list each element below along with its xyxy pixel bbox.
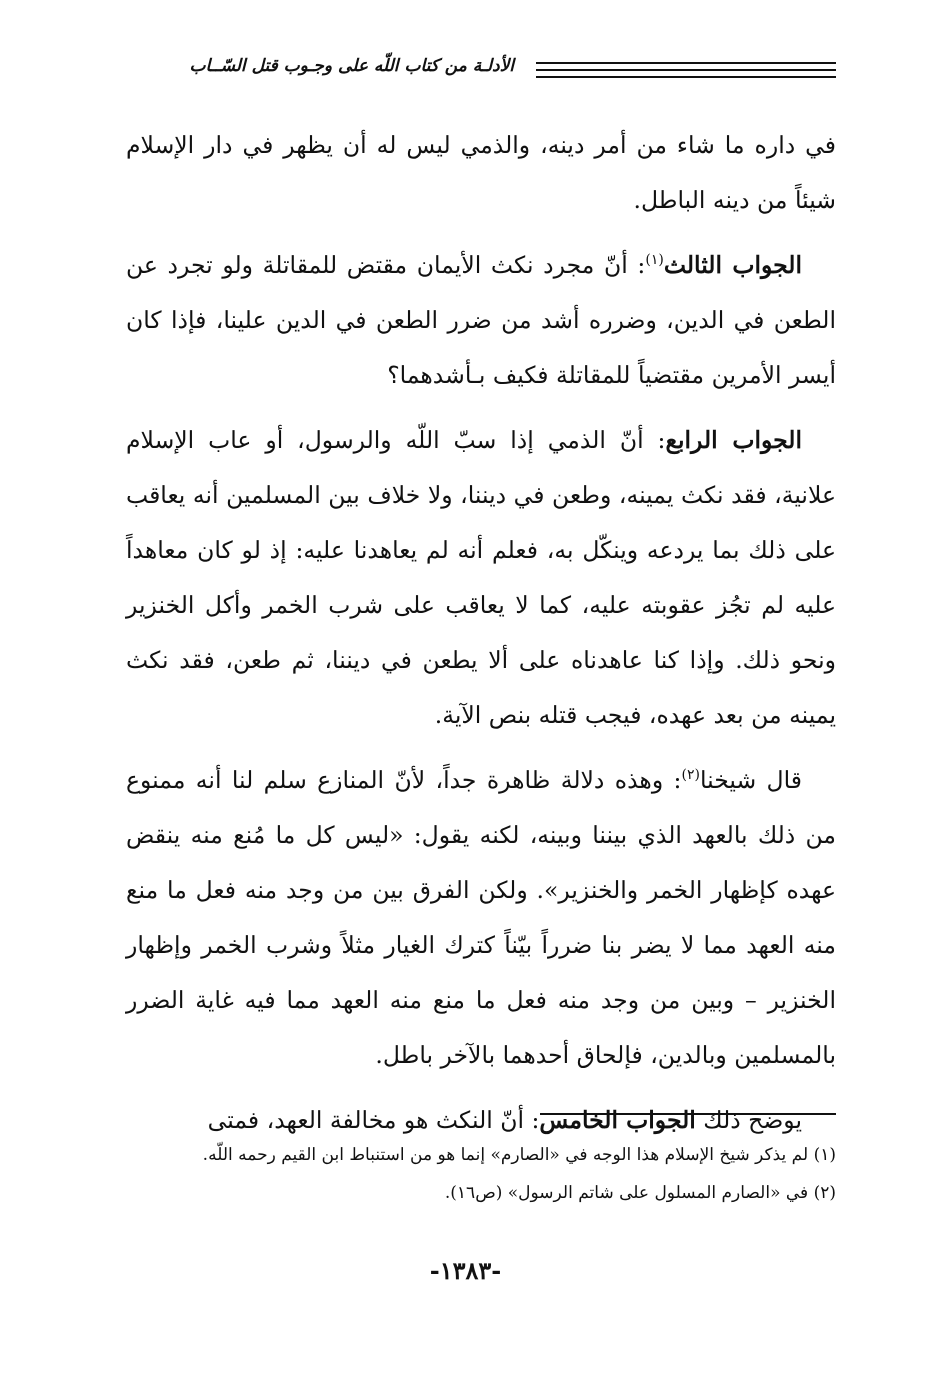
paragraph-lead: الجواب الثالث [663,251,802,279]
header-rule [536,62,836,64]
paragraph-third-answer [126,238,836,403]
main-text [126,118,836,1158]
paragraph-text: : أنّ الذمي إذا سبّ اللّه والرسول، أو عاب الإسلام علانية، فقد نكث يمينه، وطعن في ديننا، ولا خلاف بين المسلمين أنه يعاقب على ذلك بما يردعه وينكّل به، فعلم أنه لم يعاهدنا عليه: إذ لو كان معاهداً عليه لم تجُز عقوبته عليه، كما لا يعاقب على شرب الخمر وأكل الخنزير ونحو ذلك. وإذا كنا عاهدناه على ألا يطعن في ديننا، ثم طعن، فقد نكث يمينه من بعد عهده، فيجب قتله بنص الآية. [126,426,836,729]
paragraph-sheikh-quote [126,753,836,1083]
header-rule [536,76,836,78]
footnote-reference: (١) [645,252,664,269]
paragraph-lead-plain: قال شيخنا [699,766,802,794]
running-header [126,52,836,92]
footnote-reference: (٢) [681,767,700,784]
paragraph-text: : أنّ النكث هو مخالفة العهد، فمتى [207,1106,540,1134]
footnote-1: (١) لم يذكر شيخ الإسلام هذا الوجه في «الصارم» إنما هو من استنباط ابن القيم رحمه اللّه. [202,1145,836,1165]
footnotes [126,1136,836,1212]
paragraph-lead: الجواب الرابع [665,426,802,454]
paragraph-lead-prefix: يوضح ذلك [695,1106,802,1134]
paragraph-text: : وهذه دلالة ظاهرة جداً، لأنّ المنازع سلم لنا أنه ممنوع من ذلك بالعهد الذي بيننا وبينه، لكنه يقول: «ليس كل ما مُنع منه ينقض عهده كإظهار الخمر والخنزير». ولكن الفرق بين من وجد منه فعل ما منع منه العهد مما لا يضر بنا ضرراً بيّناً كترك الغيار مثلاً وشرب الخمر وإظهار الخنزير – وبين من وجد منه فعل ما منع منه العهد مما فيه غاية الضرر بالمسلمين وبالدين، فإلحاق أحدهما بالآخر باطل. [126,766,836,1069]
paragraph-text: : أنّ مجرد نكث الأيمان مقتض للمقاتلة ولو تجرد عن الطعن في الدين، وضرره أشد من ضرر الطعن في الدين علينا، فإذا كان أيسر الأمرين مقتضياً للمقاتلة فكيف بـأشدهما؟ [126,251,836,389]
header-title: الأدلـة من كتاب اللّه على وجـوب قتل السّــاب [189,56,514,76]
paragraph-text: في داره ما شاء من أمر دينه، والذمي ليس له أن يظهر في دار الإسلام شيئاً من دينه الباطل. [126,131,836,214]
paragraph-lead: الجواب الخامس [539,1106,696,1134]
footnote-2: (٢) في «الصارم المسلول على شاتم الرسول» (ص١٦). [444,1183,836,1203]
page-number: -١٣٨٣- [429,1256,502,1285]
footnote-separator [540,1113,836,1115]
paragraph-continuation [126,118,836,228]
paragraph-fourth-answer [126,413,836,743]
header-rule [536,69,836,71]
